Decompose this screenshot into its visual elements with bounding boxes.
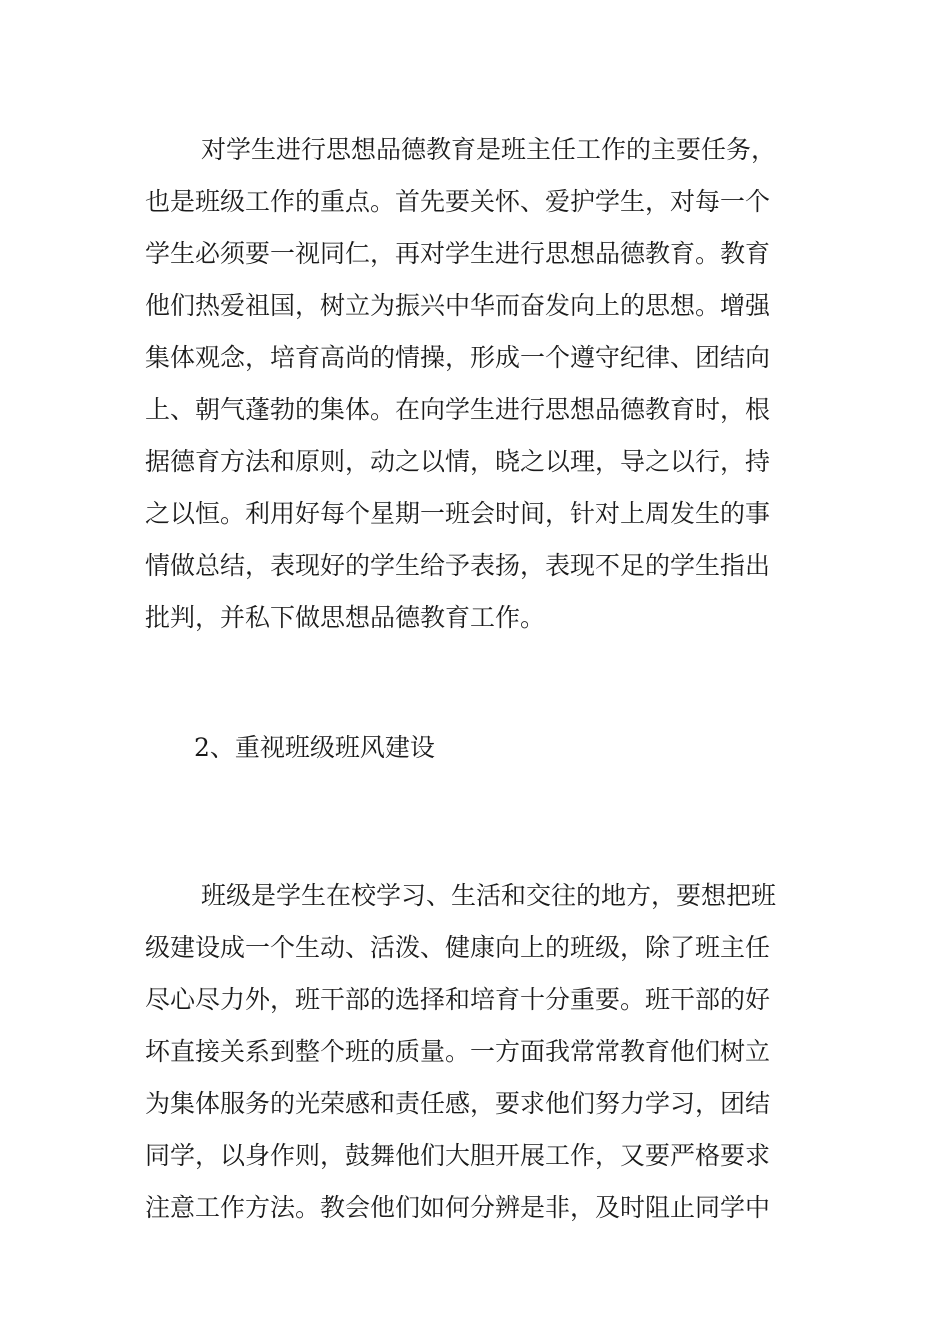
section-heading: 2、重视班级班风建设 (194, 733, 435, 762)
paragraph-line: 为集体服务的光荣感和责任感，要求他们努力学习，团结 (145, 1089, 771, 1118)
paragraph-line: 集体观念，培育高尚的情操，形成一个遵守纪律、团结向 (145, 343, 771, 372)
paragraph-line: 对学生进行思想品德教育是班主任工作的主要任务， (201, 135, 777, 164)
paragraph-line: 也是班级工作的重点。首先要关怀、爱护学生，对每一个 (145, 187, 771, 216)
paragraph-line: 之以恒。利用好每个星期一班会时间，针对上周发生的事 (145, 499, 771, 528)
paragraph-line: 据德育方法和原则，动之以情，晓之以理，导之以行，持 (145, 447, 771, 476)
paragraph-moral-education (145, 124, 810, 644)
paragraph-line: 尽心尽力外，班干部的选择和培育十分重要。班干部的好 (145, 985, 771, 1014)
paragraph-line: 学生必须要一视同仁，再对学生进行思想品德教育。教育 (145, 239, 771, 268)
paragraph-line: 同学，以身作则，鼓舞他们大胆开展工作，又要严格要求 (145, 1141, 771, 1170)
paragraph-class-style (145, 870, 810, 1234)
paragraph-line: 他们热爱祖国，树立为振兴中华而奋发向上的思想。增强 (145, 291, 771, 320)
paragraph-line: 情做总结，表现好的学生给予表扬，表现不足的学生指出 (145, 551, 771, 580)
paragraph-line: 上、朝气蓬勃的集体。在向学生进行思想品德教育时，根 (145, 395, 771, 424)
paragraph-line: 班级是学生在校学习、生活和交往的地方，要想把班 (201, 881, 777, 910)
paragraph-line: 级建设成一个生动、活泼、健康向上的班级，除了班主任 (145, 933, 771, 962)
paragraph-line: 批判，并私下做思想品德教育工作。 (145, 603, 546, 632)
paragraph-line: 坏直接关系到整个班的质量。一方面我常常教育他们树立 (145, 1037, 771, 1066)
paragraph-line: 注意工作方法。教会他们如何分辨是非，及时阻止同学中 (145, 1193, 771, 1222)
